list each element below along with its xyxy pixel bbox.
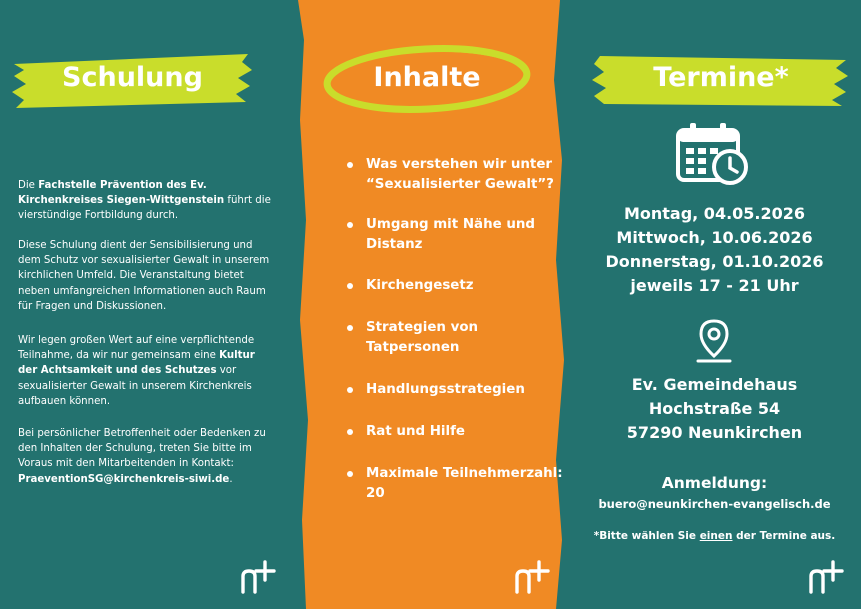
termine-heading: Termine* bbox=[653, 62, 789, 93]
contact-email-link[interactable]: PraeventionSG@kirchenkreis-siwi.de bbox=[18, 473, 230, 485]
intro-text-bold: Fachstelle Prävention des Ev. Kirchenkreises Siegen-Wittgenstein bbox=[18, 180, 225, 207]
participation-text-a: Wir legen großen Wert auf eine verpflichtende Teilnahme, da wir nur gemeinsam eine bbox=[18, 335, 255, 362]
note-text-underline: einen bbox=[699, 530, 733, 542]
registration-email-link[interactable]: buero@neunkirchen-evangelisch.de bbox=[598, 497, 831, 511]
date-line: Montag, 04.05.2026 bbox=[623, 204, 806, 223]
participation-text-bold: Kultur der Achtsamkeit und des Schutzes bbox=[18, 350, 255, 377]
purpose-paragraph: Diese Schulung dient der Sensibilisierung und dem Schutz vor sexualisierter Gewalt in unserem kirchlichen Umfeld. Die Veranstaltung bietet neben umfangreichen Informationen auch Raum für Fragen und Diskussionen. bbox=[18, 240, 270, 312]
left-panel bbox=[0, 0, 300, 609]
note-text-c: der Termine aus. bbox=[732, 530, 836, 542]
address-line: Ev. Gemeindehaus bbox=[631, 375, 798, 394]
dates-block bbox=[568, 202, 861, 298]
date-line: Mittwoch, 10.06.2026 bbox=[616, 228, 813, 247]
n-plus-logo-icon bbox=[514, 558, 554, 594]
list-item: Kirchengesetz bbox=[344, 276, 566, 296]
contact-text-a: Bei persönlicher Betroffenheit oder Bedenken zu den Inhalten der Schulung, treten Sie bitte im Voraus mit den Mitarbeitenden in Kontakt: bbox=[18, 428, 266, 470]
date-line: Donnerstag, 01.10.2026 bbox=[605, 252, 824, 271]
list-item: Rat und Hilfe bbox=[344, 422, 566, 442]
note-text-a: *Bitte wählen Sie bbox=[593, 530, 700, 542]
calendar-clock-icon bbox=[674, 120, 750, 186]
middle-panel bbox=[298, 0, 564, 609]
address-line: Hochstraße 54 bbox=[648, 399, 781, 418]
list-item: Was verstehen wir unter “Sexualisierter Gewalt”? bbox=[344, 155, 566, 195]
time-line: jeweils 17 - 21 Uhr bbox=[630, 276, 799, 295]
schulung-heading: Schulung bbox=[62, 62, 203, 93]
n-plus-logo-icon bbox=[240, 558, 280, 594]
right-panel bbox=[568, 0, 861, 609]
list-item: Handlungsstrategien bbox=[344, 380, 566, 400]
contact-paragraph bbox=[18, 426, 276, 487]
n-plus-logo-icon bbox=[808, 558, 848, 594]
intro-text-c: führt die vierstündige Fortbildung durch. bbox=[18, 195, 271, 222]
list-item: Strategien von Tatpersonen bbox=[344, 318, 566, 358]
location-pin-icon bbox=[694, 318, 734, 364]
inhalte-heading: Inhalte bbox=[373, 62, 481, 93]
choose-date-note bbox=[568, 530, 861, 542]
contact-text-c: . bbox=[229, 473, 233, 485]
participation-paragraph bbox=[18, 333, 276, 409]
intro-paragraph bbox=[18, 178, 276, 224]
address-block bbox=[568, 373, 861, 445]
list-item: Umgang mit Nähe und Distanz bbox=[344, 215, 566, 255]
list-item: Maximale Teilnehmerzahl: 20 bbox=[344, 464, 566, 504]
intro-text-a: Die bbox=[18, 180, 39, 191]
participation-text-c: vor sexualisierter Gewalt in unserem Kirchenkreis aufbauen können. bbox=[18, 365, 252, 407]
registration-label: Anmeldung: bbox=[661, 474, 768, 492]
address-line: 57290 Neunkirchen bbox=[626, 423, 803, 442]
